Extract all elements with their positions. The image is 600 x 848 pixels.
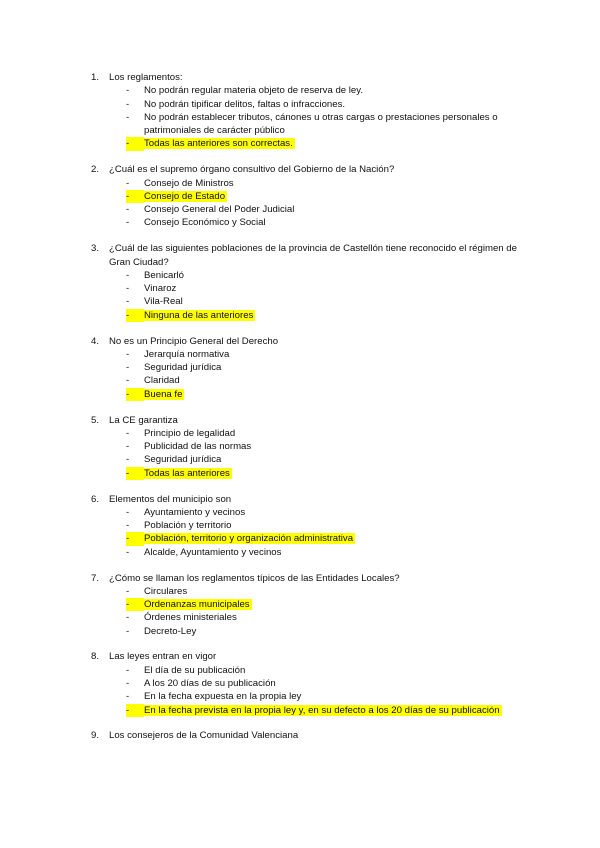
option-text: Benicarló <box>144 269 184 281</box>
question-number: 3. <box>91 243 100 255</box>
option-item <box>0 585 600 598</box>
option-marker: - <box>126 598 144 611</box>
option-item <box>0 519 600 532</box>
option-marker: - <box>126 98 130 110</box>
option-item <box>0 388 600 401</box>
option-text: En la fecha expuesta en la propia ley <box>144 691 302 703</box>
option-marker: - <box>126 296 130 308</box>
option-item <box>0 427 600 440</box>
option-marker: - <box>126 348 130 360</box>
question-line <box>0 650 600 663</box>
option-text: Ninguna de las anteriores <box>144 309 254 321</box>
option-marker: - <box>126 585 130 597</box>
option-text-wrap <box>144 625 524 638</box>
option-list <box>0 664 600 717</box>
option-text-wrap <box>144 309 524 322</box>
question-number: 9. <box>91 730 100 742</box>
option-text-wrap <box>144 506 524 519</box>
option-text-wrap <box>144 388 524 401</box>
option-text-wrap <box>144 137 524 150</box>
option-marker: - <box>126 137 144 150</box>
option-item <box>0 664 600 677</box>
option-text-wrap <box>144 677 524 690</box>
option-marker: - <box>126 467 144 480</box>
option-item <box>0 532 600 545</box>
option-text: Todas las anteriores son correctas. <box>144 138 293 150</box>
option-marker: - <box>126 388 144 401</box>
option-item <box>0 506 600 519</box>
option-text-wrap <box>144 690 524 703</box>
option-item <box>0 361 600 374</box>
question-number: 8. <box>91 651 100 663</box>
option-marker: - <box>126 111 130 123</box>
question-line <box>0 493 600 506</box>
option-text: Vila-Real <box>144 296 183 308</box>
option-list <box>0 269 600 322</box>
option-text-wrap <box>144 585 524 598</box>
option-item <box>0 190 600 203</box>
option-marker: - <box>126 678 130 690</box>
option-text: Consejo General del Poder Judicial <box>144 204 295 216</box>
question-line <box>0 163 600 176</box>
option-item <box>0 98 600 111</box>
option-text: En la fecha prevista en la propia ley y, en su defecto a los 20 días de su publicación <box>144 704 500 716</box>
question <box>0 414 600 480</box>
question <box>0 335 600 401</box>
option-text: Circulares <box>144 585 188 597</box>
option-text-wrap <box>144 269 524 282</box>
option-list <box>0 84 600 150</box>
option-item <box>0 546 600 559</box>
option-text-wrap <box>144 546 524 559</box>
option-item <box>0 111 600 138</box>
option-item <box>0 453 600 466</box>
question-line <box>0 242 600 269</box>
option-marker: - <box>126 625 130 637</box>
option-item <box>0 611 600 624</box>
option-marker: - <box>126 375 130 387</box>
option-text: No podrán tipificar delitos, faltas o infracciones. <box>144 98 346 110</box>
question-line <box>0 572 600 585</box>
option-text: Alcalde, Ayuntamiento y vecinos <box>144 546 282 558</box>
option-text: Claridad <box>144 375 180 387</box>
question-number: 7. <box>91 572 100 584</box>
option-text-wrap <box>144 84 524 97</box>
option-item <box>0 309 600 322</box>
option-text: Ayuntamiento y vecinos <box>144 506 246 518</box>
question-number: 2. <box>91 164 100 176</box>
option-text-wrap <box>144 177 524 190</box>
option-text-wrap <box>144 190 524 203</box>
option-text: Buena fe <box>144 388 183 400</box>
option-text-wrap <box>144 295 524 308</box>
question-line <box>0 414 600 427</box>
option-text: Órdenes ministeriales <box>144 612 237 624</box>
option-text: Seguridad jurídica <box>144 362 222 374</box>
option-text: Ordenanzas municipales <box>144 599 250 611</box>
option-item <box>0 203 600 216</box>
option-list <box>0 585 600 638</box>
option-text-wrap <box>144 282 524 295</box>
option-text-wrap <box>144 453 524 466</box>
option-text: No podrán establecer tributos, cánones u otras cargas o prestaciones personales o patrimoniales de carácter público <box>144 111 498 137</box>
option-item <box>0 84 600 97</box>
option-list <box>0 427 600 480</box>
option-text-wrap <box>144 111 524 138</box>
question-text: La CE garantiza <box>109 414 178 426</box>
option-marker: - <box>126 520 130 532</box>
option-text-wrap <box>144 467 524 480</box>
option-list <box>0 177 600 230</box>
option-text-wrap <box>144 98 524 111</box>
option-item <box>0 295 600 308</box>
option-item <box>0 677 600 690</box>
option-item <box>0 137 600 150</box>
question-line <box>0 729 600 742</box>
option-text: Seguridad jurídica <box>144 454 222 466</box>
option-marker: - <box>126 190 144 203</box>
question-text: Elementos del municipio son <box>109 493 232 505</box>
option-list <box>0 506 600 559</box>
option-marker: - <box>126 546 130 558</box>
option-marker: - <box>126 85 130 97</box>
option-text: Jerarquía normativa <box>144 348 230 360</box>
option-item <box>0 269 600 282</box>
option-item <box>0 177 600 190</box>
option-list <box>0 348 600 401</box>
option-text-wrap <box>144 216 524 229</box>
option-text: A los 20 días de su publicación <box>144 678 276 690</box>
option-marker: - <box>126 441 130 453</box>
option-text-wrap <box>144 664 524 677</box>
option-marker: - <box>126 612 130 624</box>
question-number: 6. <box>91 493 100 505</box>
option-marker: - <box>126 217 130 229</box>
option-marker: - <box>126 177 130 189</box>
option-text-wrap <box>144 611 524 624</box>
option-marker: - <box>126 269 130 281</box>
question-text: No es un Principio General del Derecho <box>109 335 279 347</box>
option-marker: - <box>126 664 130 676</box>
option-item <box>0 625 600 638</box>
option-text: Consejo Económico y Social <box>144 217 266 229</box>
option-text-wrap <box>144 374 524 387</box>
option-text-wrap <box>144 519 524 532</box>
option-text: Consejo de Estado <box>144 190 226 202</box>
option-marker: - <box>126 283 130 295</box>
option-item <box>0 598 600 611</box>
option-text-wrap <box>144 532 524 545</box>
option-item <box>0 467 600 480</box>
option-text: El día de su publicación <box>144 664 246 676</box>
option-text: Publicidad de las normas <box>144 441 252 453</box>
option-text-wrap <box>144 348 524 361</box>
document-body <box>0 71 600 755</box>
option-text: Decreto-Ley <box>144 625 197 637</box>
option-marker: - <box>126 532 144 545</box>
option-text-wrap <box>144 704 524 717</box>
option-marker: - <box>126 506 130 518</box>
option-text-wrap <box>144 598 524 611</box>
question <box>0 242 600 322</box>
option-item <box>0 690 600 703</box>
option-marker: - <box>126 454 130 466</box>
option-text: Vinaroz <box>144 283 177 295</box>
option-item <box>0 216 600 229</box>
option-marker: - <box>126 704 144 717</box>
question-number: 5. <box>91 414 100 426</box>
question-line <box>0 335 600 348</box>
question <box>0 493 600 559</box>
question <box>0 650 600 716</box>
question-text: Las leyes entran en vigor <box>109 651 217 663</box>
option-text-wrap <box>144 203 524 216</box>
question <box>0 163 600 229</box>
option-item <box>0 374 600 387</box>
option-text-wrap <box>144 440 524 453</box>
option-item <box>0 348 600 361</box>
question-text: ¿Cuál de las siguientes poblaciones de la provincia de Castellón tiene reconocido el régimen de Gran Ciudad? <box>109 243 517 268</box>
question-text: Los consejeros de la Comunidad Valenciana <box>109 730 299 742</box>
option-text-wrap <box>144 361 524 374</box>
option-text: Población y territorio <box>144 520 232 532</box>
option-text: Población, territorio y organización administrativa <box>144 533 354 545</box>
option-marker: - <box>126 427 130 439</box>
option-text: Consejo de Ministros <box>144 177 234 189</box>
option-marker: - <box>126 204 130 216</box>
question <box>0 572 600 638</box>
option-text-wrap <box>144 427 524 440</box>
option-item <box>0 282 600 295</box>
question-number: 4. <box>91 335 100 347</box>
option-text: Todas las anteriores <box>144 467 230 479</box>
question-text: ¿Cuál es el supremo órgano consultivo del Gobierno de la Nación? <box>109 164 395 176</box>
question-text: ¿Cómo se llaman los reglamentos típicos de las Entidades Locales? <box>109 572 400 584</box>
option-marker: - <box>126 309 144 322</box>
option-text: Principio de legalidad <box>144 427 236 439</box>
question-number: 1. <box>91 72 100 83</box>
question <box>0 729 600 742</box>
option-marker: - <box>126 691 130 703</box>
option-marker: - <box>126 362 130 374</box>
option-item <box>0 440 600 453</box>
question-text: Los reglamentos: <box>109 72 183 83</box>
option-text: No podrán regular materia objeto de reserva de ley. <box>144 85 364 97</box>
question <box>0 71 600 151</box>
question-line <box>0 71 600 84</box>
option-item <box>0 704 600 717</box>
